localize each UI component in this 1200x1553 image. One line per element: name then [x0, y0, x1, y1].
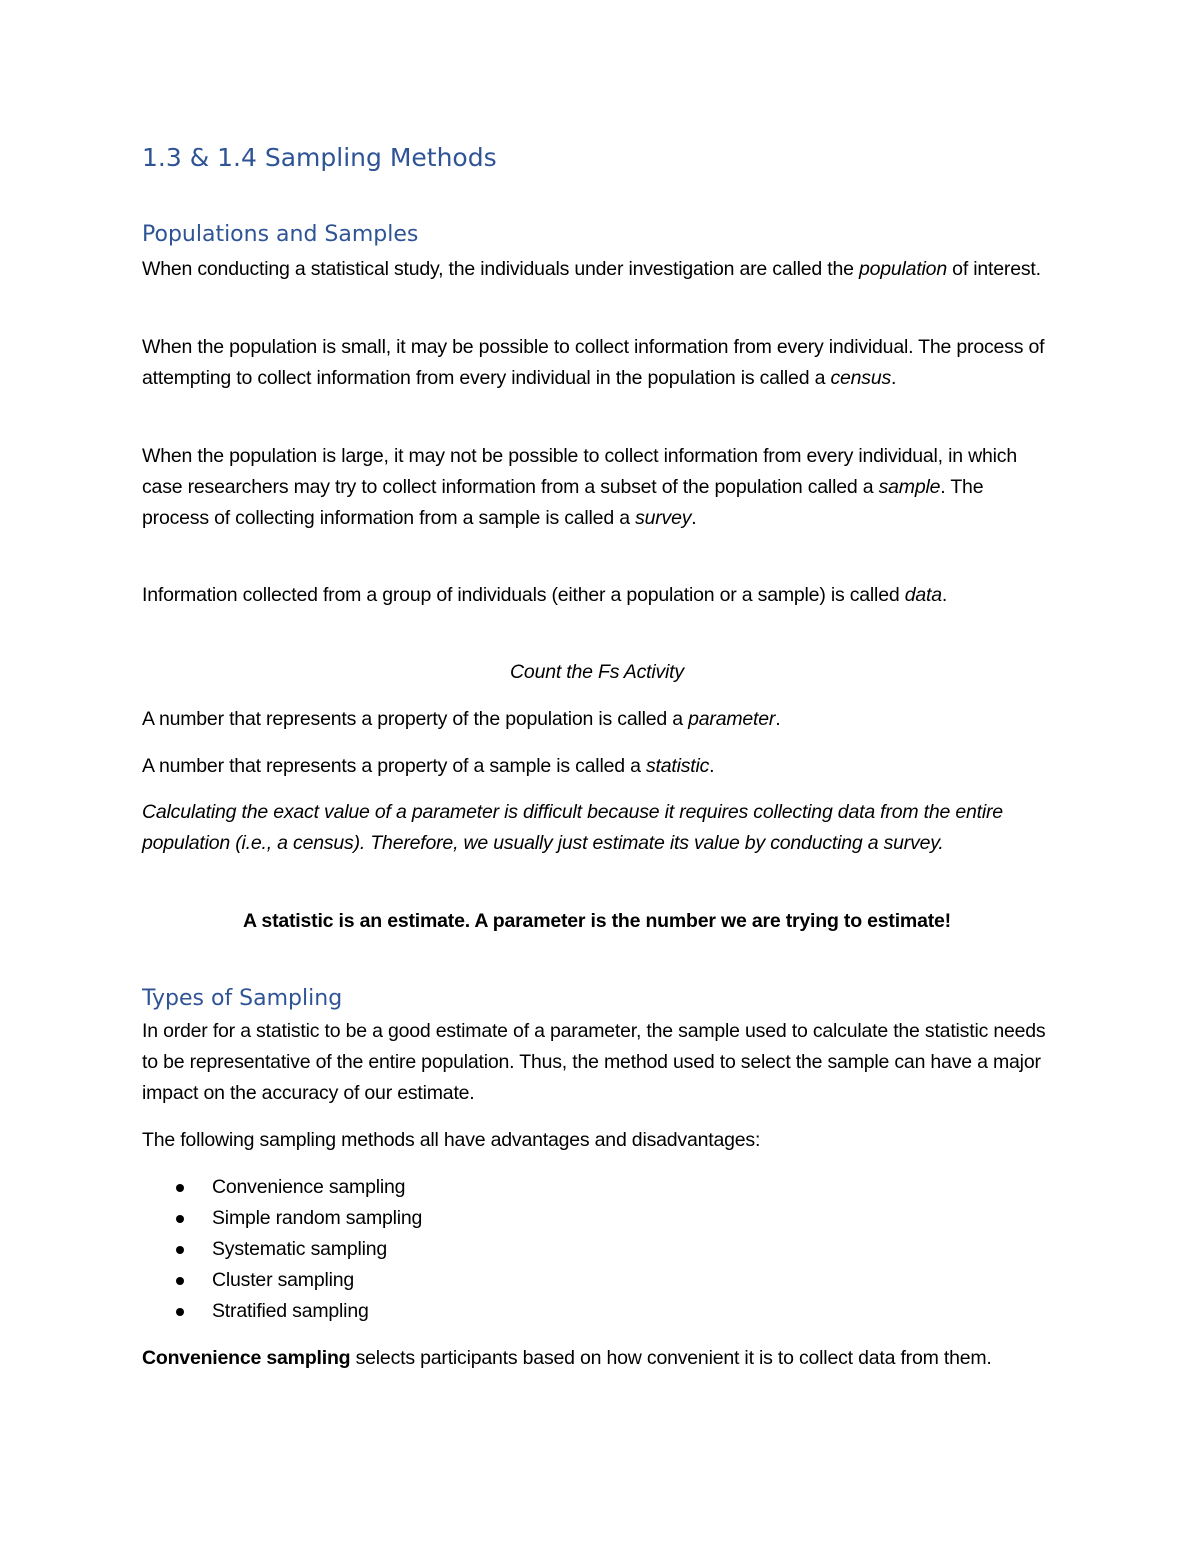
bullet-icon	[176, 1215, 184, 1223]
section-heading-types: Types of Sampling	[142, 986, 343, 1011]
paragraph-population: When conducting a statistical study, the individuals under investigation are called the population of interest.	[142, 258, 1041, 280]
document-title: 1.3 & 1.4 Sampling Methods	[142, 143, 497, 172]
list-item: Systematic sampling	[142, 1234, 422, 1265]
bullet-icon	[176, 1308, 184, 1316]
section-heading-populations: Populations and Samples	[142, 222, 419, 247]
list-item: Convenience sampling	[142, 1172, 422, 1203]
paragraph-representative: In order for a statistic to be a good estimate of a parameter, the sample used to calculate the statistic needs to be representative of the entire population. Thus, the method used to select the sample can have a major impact on the accuracy of our estimate.	[142, 1020, 1046, 1104]
bullet-icon	[176, 1184, 184, 1192]
paragraph-statistic: A number that represents a property of a sample is called a statistic.	[142, 755, 715, 777]
emphasis-statement: A statistic is an estimate. A parameter is the number we are trying to estimate!	[243, 910, 951, 932]
paragraph-sample-survey: When the population is large, it may not be possible to collect information from every individual, in which case researchers may try to collect information from a subset of the population called a sample. The process of collecting information from a sample is called a survey.	[142, 445, 1017, 529]
list-item: Stratified sampling	[142, 1296, 422, 1327]
activity-label: Count the Fs Activity	[510, 661, 684, 683]
paragraph-data: Information collected from a group of individuals (either a population or a sample) is called data.	[142, 584, 948, 606]
list-item: Simple random sampling	[142, 1203, 422, 1234]
paragraph-parameter: A number that represents a property of the population is called a parameter.	[142, 708, 781, 730]
paragraph-methods-intro: The following sampling methods all have advantages and disadvantages:	[142, 1129, 761, 1151]
italic-note: Calculating the exact value of a parameter is difficult because it requires collecting data from the entire population (i.e., a census). Therefore, we usually just estimate its value by conducting a survey.	[142, 801, 1003, 854]
bullet-icon	[176, 1277, 184, 1285]
paragraph-convenience: Convenience sampling selects participants based on how convenient it is to collect data from them.	[142, 1347, 992, 1369]
sampling-methods-list	[142, 1172, 422, 1327]
list-item: Cluster sampling	[142, 1265, 422, 1296]
bullet-icon	[176, 1246, 184, 1254]
paragraph-census: When the population is small, it may be possible to collect information from every individual. The process of attempting to collect information from every individual in the population is called a census.	[142, 336, 1045, 389]
